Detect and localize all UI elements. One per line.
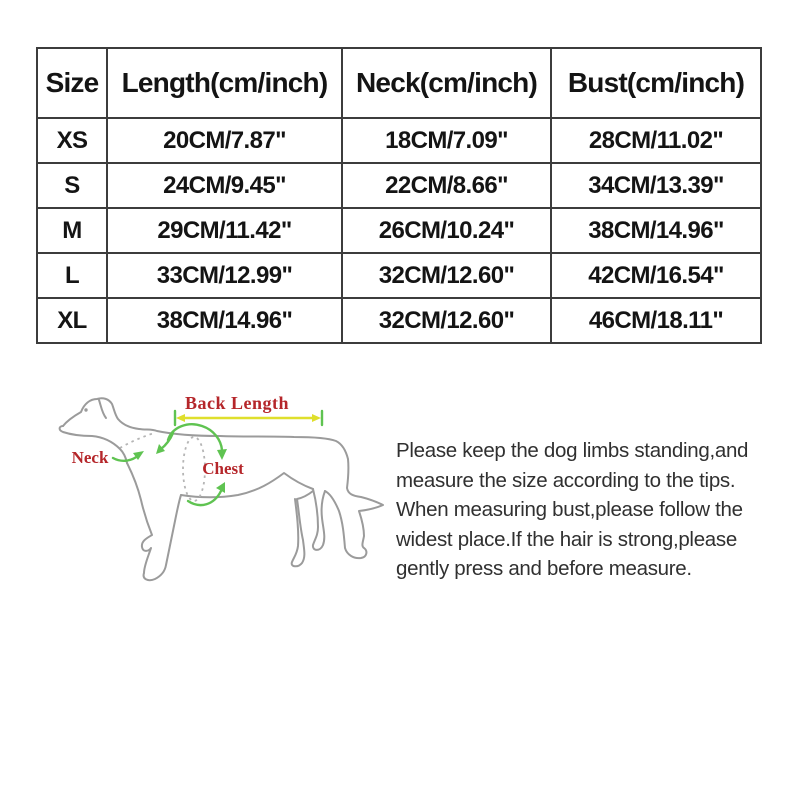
table-row-xl [37, 298, 761, 343]
size-cell: L [37, 253, 107, 298]
size-cell: XL [37, 298, 107, 343]
table-row-m [37, 208, 761, 253]
neck-cell: 22CM/8.66" [342, 163, 551, 208]
instructions-line: Please keep the dog limbs standing,and [396, 439, 749, 462]
neck-cell: 32CM/12.60" [342, 298, 551, 343]
dog-eye-dot [84, 408, 87, 411]
neck-dotted-guide [120, 433, 154, 448]
neck-cell: 26CM/10.24" [342, 208, 551, 253]
instructions-line: measure the size according to the tips. [396, 468, 736, 492]
column-header-neck: Neck(cm/inch) [342, 48, 551, 118]
bust-cell: 34CM/13.39" [551, 163, 761, 208]
table-row-l [37, 253, 761, 298]
instructions-text [396, 436, 790, 584]
header-row [37, 48, 761, 118]
size-chart-table [36, 47, 762, 344]
neck-measure-arrow [113, 451, 144, 461]
chest-measure-arrow-bottom [188, 482, 225, 505]
instructions-line: widest place.If the hair is strong,please [396, 527, 737, 551]
size-cell: XS [37, 118, 107, 163]
back-length-measure-line [175, 411, 322, 425]
length-cell: 33CM/12.99" [107, 253, 342, 298]
neck-cell: 32CM/12.60" [342, 253, 551, 298]
instructions-line: When measuring bust,please follow the [396, 498, 743, 522]
bust-cell: 28CM/11.02" [551, 118, 761, 163]
size-cell: S [37, 163, 107, 208]
length-cell: 38CM/14.96" [107, 298, 342, 343]
table-row-s [37, 163, 761, 208]
table-row-xs [37, 118, 761, 163]
chest-measure-arrow-top [168, 424, 227, 460]
bust-cell: 46CM/18.11" [551, 298, 761, 343]
bust-cell: 38CM/14.96" [551, 208, 761, 253]
chest-label: Chest [202, 459, 244, 478]
length-cell: 24CM/9.45" [107, 163, 342, 208]
column-header-bust: Bust(cm/inch) [551, 48, 761, 118]
length-cell: 29CM/11.42" [107, 208, 342, 253]
length-cell: 20CM/7.87" [107, 118, 342, 163]
instructions-line: gently press and before measure. [396, 557, 692, 581]
size-cell: M [37, 208, 107, 253]
neck-label: Neck [71, 448, 109, 467]
bust-cell: 42CM/16.54" [551, 253, 761, 298]
column-header-size: Size [37, 48, 107, 118]
neck-cell: 18CM/7.09" [342, 118, 551, 163]
column-header-length: Length(cm/inch) [107, 48, 342, 118]
dog-measurement-diagram [30, 385, 400, 595]
back-length-label: Back Length [184, 393, 290, 413]
